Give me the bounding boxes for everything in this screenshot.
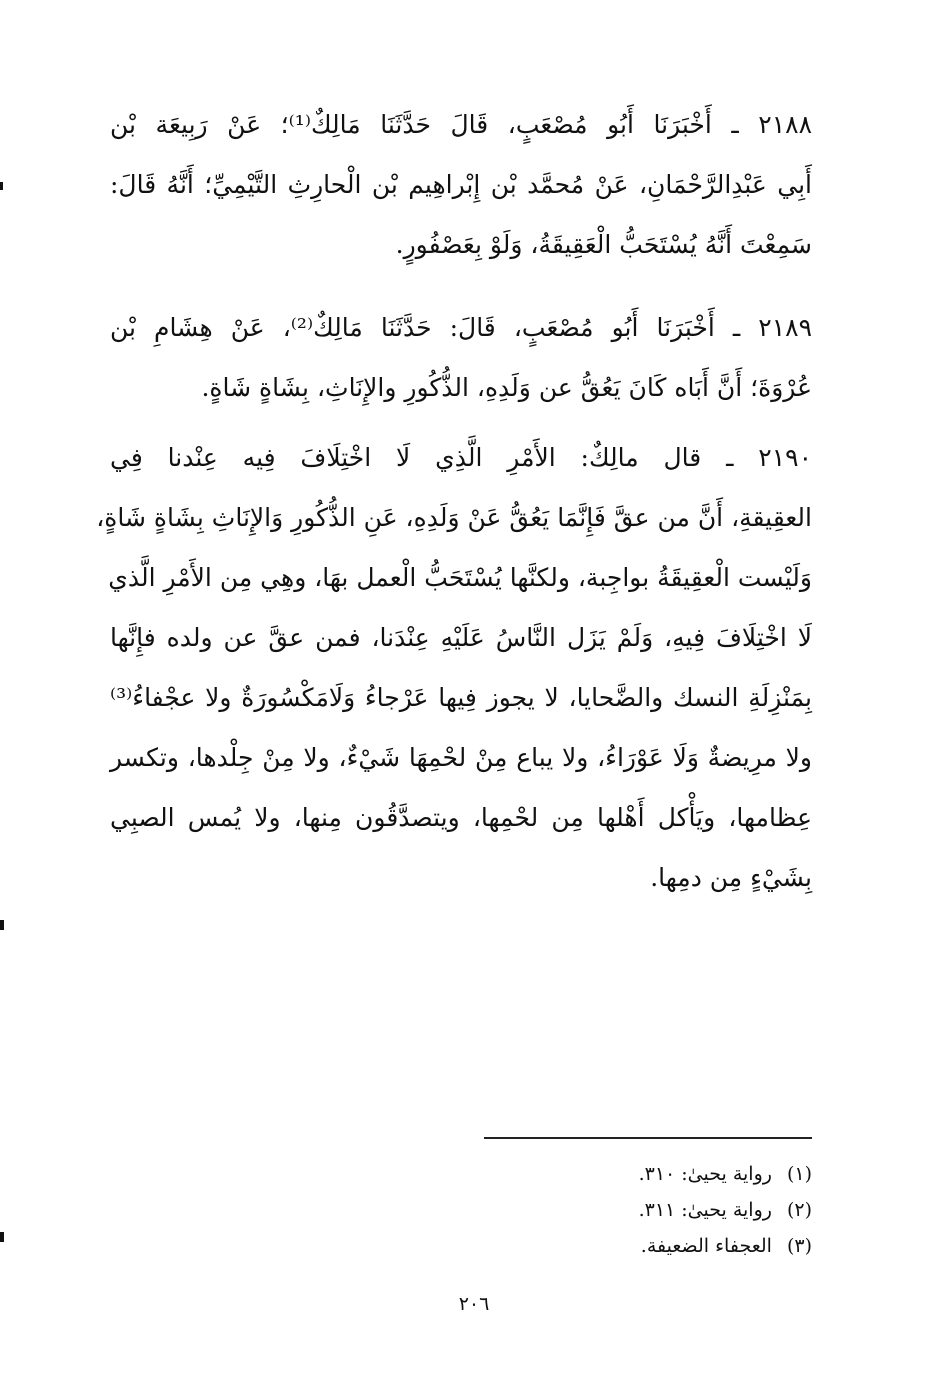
hadith-2190-line-5: بِمَنْزِلَةِ النسك والضَّحايا، لا يجوز فِيها عَرْجاءُ وَلَامَكْسُورَةٌ ولا عجْفاءُ⁽³⁾ — [110, 683, 812, 712]
hadith-2188-line-3: سَمِعْتَ أَنَّهُ يُسْتَحَبُّ الْعَقِيقَةُ، وَلَوْ بِعَصْفُورٍ. — [395, 230, 812, 259]
hadith-2188-line-1: ٢١٨٨ ـ أَخْبَرَنَا أَبُو مُصْعَبٍ، قَالَ حَدَّثَنَا مَالِكٌ⁽¹⁾؛ عَنْ رَبِيعَة بْن — [110, 110, 812, 139]
footnote-1 — [400, 1156, 812, 1192]
hadith-2190-line-1: ٢١٩٠ ـ قال مالِكٌ: الأَمْرِ الَّذِي لَا اخْتِلَافَ فِيه عِنْدنا فِي — [110, 443, 812, 472]
scan-edge-mark — [0, 920, 4, 930]
footnote-2-text: رواية يحيىٰ: ٣١١. — [638, 1199, 772, 1221]
hadith-2190-line-6: ولا مرِيضةٌ وَلَا عَوْرَاءُ، ولا يباع مِنْ لحْمِهَا شَيْءٌ، ولا مِنْ جِلْدها، وتكسر — [110, 743, 812, 772]
footnote-1-number: (١) — [786, 1163, 812, 1185]
footnote-2-number: (٢) — [786, 1199, 812, 1221]
hadith-2190-line-3: وَلَيْست الْعقِيقَةُ بواجِبة، ولكنَّها يُسْتَحَبُّ الْعمل بهَا، وهِي مِن الأَمْرِ الَّذي — [108, 563, 812, 592]
hadith-2190 — [96, 428, 812, 908]
hadith-2189-line-2: عُرْوَةَ؛ أَنَّ أَبَاه كَانَ يَعُقُّ عن وَلَدِهِ، الذُّكُورِ والإِنَاثِ، بِشَاةٍ شَاةٍ. — [201, 373, 812, 402]
footnote-3 — [400, 1228, 812, 1264]
scan-edge-mark — [0, 1232, 4, 1242]
hadith-2189 — [110, 298, 812, 418]
footnotes — [400, 1156, 812, 1264]
footnote-1-text: رواية يحيىٰ: ٣١٠. — [638, 1163, 772, 1185]
page-number: ٢٠٦ — [458, 1293, 490, 1315]
footnote-3-number: (٣) — [786, 1235, 812, 1257]
scan-edge-mark — [0, 182, 3, 190]
footnote-2 — [400, 1192, 812, 1228]
hadith-2188 — [110, 95, 812, 275]
hadith-2190-line-2: العقِيقةِ، أَنَّ من عقَّ فَإِنَّمَا يَعُقُّ عَنْ وَلَدِهِ، عَنِ الذُّكُورِ وَالإِنَاثِ بِشَاةٍ شَاةٍ، — [96, 503, 812, 532]
footnote-separator — [484, 1137, 812, 1139]
hadith-2190-line-7: عِظامها، ويَأْكل أَهْلها مِن لحْمِها، ويتصدَّقُون مِنها، ولا يُمس الصبِي — [110, 803, 812, 832]
hadith-2190-line-8: بِشَيْءٍ مِن دمِها. — [650, 863, 812, 892]
footnote-3-text: العجفاء الضعيفة. — [640, 1235, 772, 1257]
hadith-2189-line-1: ٢١٨٩ ـ أَخْبَرَنَا أَبُو مُصْعَبٍ، قَالَ: حَدَّثَنَا مَالِكٌ⁽²⁾، عَنْ هِشَامِ بْن — [110, 313, 812, 342]
hadith-2190-line-4: لَا اخْتِلَافَ فِيهِ، وَلَمْ يَزَل النَّاسُ عَلَيْهِ عِنْدَنا، فمن عقَّ عن ولده فإِنَّها — [110, 623, 812, 652]
hadith-2188-line-2: أَبِي عَبْدِالرَّحْمَانِ، عَنْ مُحمَّد بْن إِبْراهِيم بْن الْحارِثِ التَّيْمِيِّ؛ أَنَّهُ قَالَ: — [110, 170, 812, 199]
